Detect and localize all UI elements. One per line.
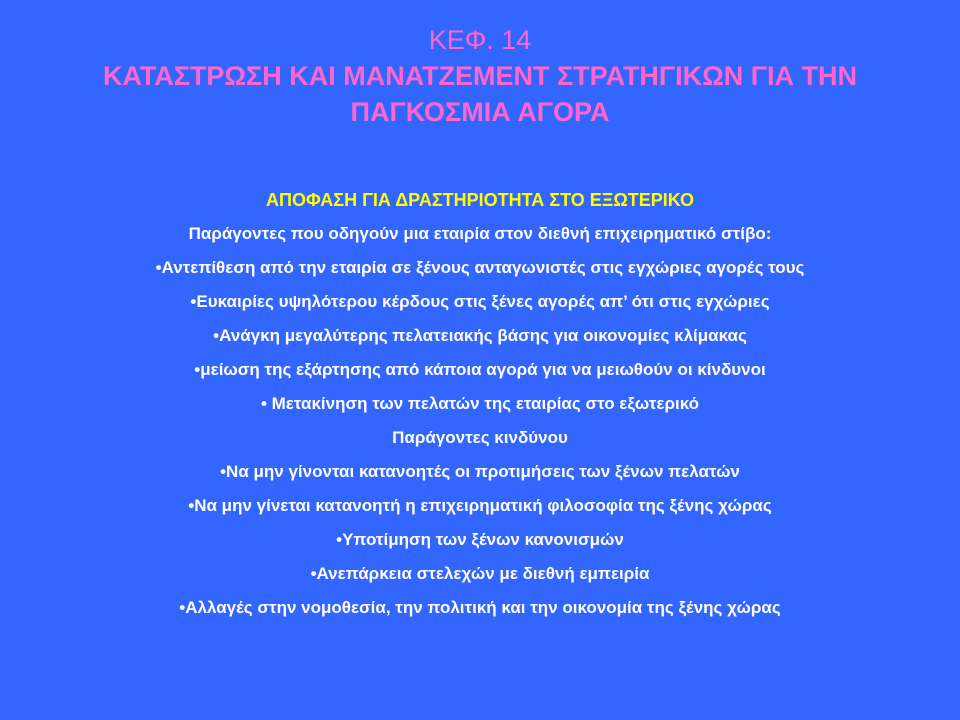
slide-body xyxy=(0,183,960,625)
risk-item: •Υποτίμηση των ξένων κανονισμών xyxy=(336,530,624,549)
risks-heading: Παράγοντες κινδύνου xyxy=(392,428,568,447)
driver-item: •μείωση της εξάρτησης από κάποια αγορά για να μειωθούν οι κίνδυνοι xyxy=(194,360,766,379)
risk-item: •Ανεπάρκεια στελεχών με διεθνή εμπειρία xyxy=(310,564,650,583)
driver-item: •Ευκαιρίες υψηλότερου κέρδους στις ξένες αγορές απ’ ότι στις εγχώριες xyxy=(190,292,770,311)
drivers-intro: Παράγοντες που οδηγούν μια εταιρία στον διεθνή επιχειρηματικό στίβο: xyxy=(188,224,772,243)
title-line-2: ΠΑΓΚΟΣΜΙΑ ΑΓΟΡΑ xyxy=(350,97,610,127)
slide-title xyxy=(0,22,960,130)
title-line-1: ΚΑΤΑΣΤΡΩΣΗ ΚΑΙ ΜΑΝΑΤΖΕΜΕΝΤ ΣΤΡΑΤΗΓΙΚΩΝ ΓΙΑ ΤΗΝ xyxy=(102,61,858,91)
section-heading: ΑΠΟΦΑΣΗ ΓΙΑ ΔΡΑΣΤΗΡΙΟΤΗΤΑ ΣΤΟ ΕΞΩΤΕΡΙΚΟ xyxy=(266,190,694,210)
driver-item: •Ανάγκη μεγαλύτερης πελατειακής βάσης για οικονομίες κλίμακας xyxy=(213,326,747,345)
risk-item: •Να μην γίνονται κατανοητές οι προτιμήσεις των ξένων πελατών xyxy=(220,462,740,481)
risk-item: •Αλλαγές στην νομοθεσία, την πολιτική και την οικονομία της ξένης χώρας xyxy=(179,598,781,617)
driver-item: • Μετακίνηση των πελατών της εταιρίας στο εξωτερικό xyxy=(260,394,700,413)
driver-item: •Αντεπίθεση από την εταιρία σε ξένους ανταγωνιστές στις εγχώριες αγορές τους xyxy=(155,258,805,277)
risk-item: •Να μην γίνεται κατανοητή η επιχειρηματική φιλοσοφία της ξένης χώρας xyxy=(188,496,772,515)
chapter-number: ΚΕΦ. 14 xyxy=(428,25,532,55)
